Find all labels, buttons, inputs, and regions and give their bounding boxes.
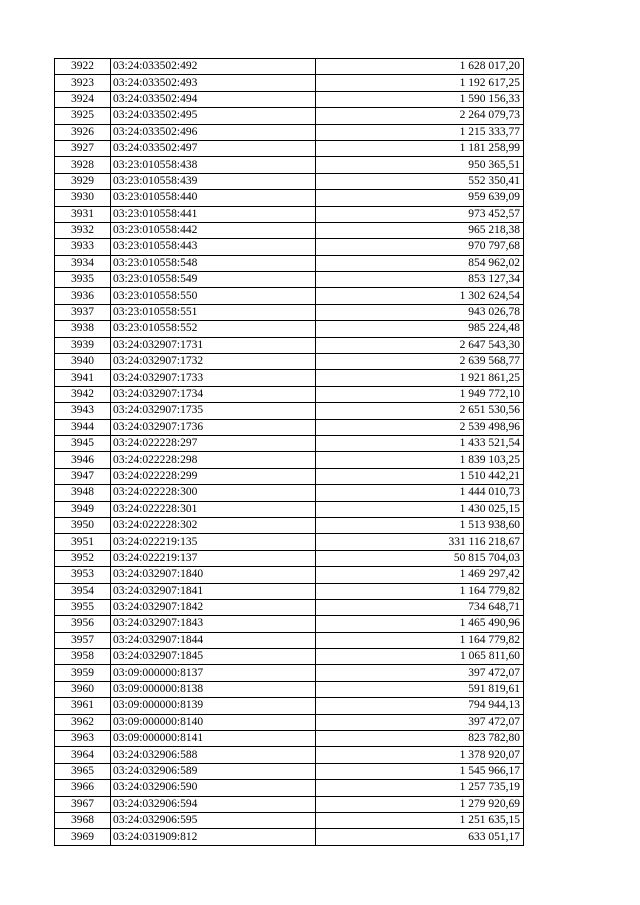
cadastral-value-cell: 794 944,13 [316,698,524,714]
cadastral-value-cell: 1 590 156,33 [316,91,524,107]
cadastral-number-cell: 03:24:032907:1844 [111,632,316,648]
cadastral-number-cell: 03:24:033502:492 [111,59,316,75]
cadastral-value-cell: 854 962,02 [316,255,524,271]
cadastral-value-cell: 1 164 779,82 [316,632,524,648]
cadastral-number-cell: 03:24:022228:298 [111,452,316,468]
cadastral-number-cell: 03:23:010558:552 [111,321,316,337]
cadastral-number-cell: 03:24:032907:1734 [111,386,316,402]
cadastral-number-cell: 03:23:010558:439 [111,173,316,189]
row-number-cell: 3949 [55,501,111,517]
row-number-cell: 3955 [55,599,111,615]
cadastral-value-cell: 1 545 966,17 [316,763,524,779]
cadastral-number-cell: 03:23:010558:443 [111,239,316,255]
cadastral-value-cell: 1 279 920,69 [316,796,524,812]
row-number-cell: 3932 [55,222,111,238]
row-number-cell: 3950 [55,517,111,533]
cadastral-number-cell: 03:24:032907:1732 [111,354,316,370]
cadastral-number-cell: 03:23:010558:549 [111,272,316,288]
table-row [55,517,524,533]
table-row [55,255,524,271]
row-number-cell: 3946 [55,452,111,468]
cadastral-value-cell: 1 378 920,07 [316,747,524,763]
table-row [55,337,524,353]
cadastral-number-cell: 03:24:022219:137 [111,550,316,566]
cadastral-number-cell: 03:24:033502:496 [111,124,316,140]
table-row [55,222,524,238]
cadastral-value-cell: 50 815 704,03 [316,550,524,566]
row-number-cell: 3963 [55,731,111,747]
cadastral-value-cell: 1 949 772,10 [316,386,524,402]
cadastral-number-cell: 03:23:010558:442 [111,222,316,238]
cadastral-value-cell: 1 628 017,20 [316,59,524,75]
cadastral-value-cell: 2 647 543,30 [316,337,524,353]
row-number-cell: 3938 [55,321,111,337]
row-number-cell: 3964 [55,747,111,763]
row-number-cell: 3930 [55,190,111,206]
cadastral-number-cell: 03:24:031909:812 [111,829,316,845]
cadastral-number-cell: 03:24:032907:1840 [111,567,316,583]
cadastral-value-cell: 1 164 779,82 [316,583,524,599]
cadastral-value-table [54,58,524,846]
cadastral-number-cell: 03:23:010558:548 [111,255,316,271]
cadastral-number-cell: 03:23:010558:550 [111,288,316,304]
cadastral-value-cell: 1 465 490,96 [316,616,524,632]
cadastral-value-cell: 1 444 010,73 [316,485,524,501]
row-number-cell: 3941 [55,370,111,386]
cadastral-number-cell: 03:24:032906:594 [111,796,316,812]
table-row [55,501,524,517]
cadastral-value-cell: 823 782,80 [316,731,524,747]
cadastral-value-cell: 1 065 811,60 [316,649,524,665]
cadastral-number-cell: 03:09:000000:8139 [111,698,316,714]
cadastral-value-cell: 1 839 103,25 [316,452,524,468]
cadastral-value-cell: 1 302 624,54 [316,288,524,304]
cadastral-number-cell: 03:23:010558:440 [111,190,316,206]
table-row [55,698,524,714]
row-number-cell: 3945 [55,435,111,451]
table-row [55,206,524,222]
table-row [55,829,524,845]
cadastral-value-cell: 1 430 025,15 [316,501,524,517]
cadastral-value-cell: 2 651 530,56 [316,403,524,419]
cadastral-value-cell: 1 181 258,99 [316,140,524,156]
row-number-cell: 3966 [55,780,111,796]
row-number-cell: 3962 [55,714,111,730]
row-number-cell: 3925 [55,108,111,124]
cadastral-number-cell: 03:09:000000:8140 [111,714,316,730]
cadastral-value-cell: 959 639,09 [316,190,524,206]
cadastral-value-cell: 943 026,78 [316,304,524,320]
row-number-cell: 3924 [55,91,111,107]
row-number-cell: 3947 [55,468,111,484]
table-row [55,485,524,501]
cadastral-number-cell: 03:24:022228:301 [111,501,316,517]
table-row [55,812,524,828]
cadastral-number-cell: 03:24:032906:588 [111,747,316,763]
row-number-cell: 3926 [55,124,111,140]
table-row [55,550,524,566]
cadastral-value-cell: 965 218,38 [316,222,524,238]
cadastral-value-cell: 331 116 218,67 [316,534,524,550]
cadastral-number-cell: 03:23:010558:438 [111,157,316,173]
table-row [55,747,524,763]
row-number-cell: 3951 [55,534,111,550]
cadastral-value-cell: 1 215 333,77 [316,124,524,140]
row-number-cell: 3922 [55,59,111,75]
cadastral-number-cell: 03:09:000000:8138 [111,681,316,697]
table-row [55,124,524,140]
cadastral-value-cell: 973 452,57 [316,206,524,222]
row-number-cell: 3942 [55,386,111,402]
row-number-cell: 3936 [55,288,111,304]
row-number-cell: 3958 [55,649,111,665]
table-row [55,321,524,337]
row-number-cell: 3939 [55,337,111,353]
table-row [55,386,524,402]
row-number-cell: 3937 [55,304,111,320]
table-row [55,403,524,419]
cadastral-value-cell: 1 921 861,25 [316,370,524,386]
cadastral-number-cell: 03:24:032907:1843 [111,616,316,632]
cadastral-value-cell: 2 639 568,77 [316,354,524,370]
table-row [55,108,524,124]
row-number-cell: 3969 [55,829,111,845]
cadastral-number-cell: 03:24:022219:135 [111,534,316,550]
cadastral-number-cell: 03:09:000000:8141 [111,731,316,747]
table-row [55,534,524,550]
row-number-cell: 3934 [55,255,111,271]
cadastral-number-cell: 03:24:022228:300 [111,485,316,501]
cadastral-value-cell: 734 648,71 [316,599,524,615]
cadastral-number-cell: 03:23:010558:441 [111,206,316,222]
table-row [55,288,524,304]
cadastral-number-cell: 03:24:033502:493 [111,75,316,91]
table-row [55,632,524,648]
cadastral-number-cell: 03:24:032907:1842 [111,599,316,615]
cadastral-value-cell: 591 819,61 [316,681,524,697]
table-row [55,665,524,681]
cadastral-value-cell: 1 510 442,21 [316,468,524,484]
cadastral-number-cell: 03:24:032907:1735 [111,403,316,419]
cadastral-number-cell: 03:24:033502:494 [111,91,316,107]
row-number-cell: 3940 [55,354,111,370]
table-row [55,468,524,484]
table-row [55,714,524,730]
row-number-cell: 3935 [55,272,111,288]
cadastral-value-cell: 1 433 521,54 [316,435,524,451]
cadastral-number-cell: 03:24:032907:1733 [111,370,316,386]
cadastral-value-cell: 1 469 297,42 [316,567,524,583]
row-number-cell: 3952 [55,550,111,566]
table-body [55,59,524,846]
cadastral-value-cell: 950 365,51 [316,157,524,173]
table-row [55,272,524,288]
table-row [55,616,524,632]
row-number-cell: 3933 [55,239,111,255]
row-number-cell: 3929 [55,173,111,189]
table-row [55,567,524,583]
row-number-cell: 3931 [55,206,111,222]
table-row [55,435,524,451]
cadastral-number-cell: 03:24:033502:495 [111,108,316,124]
row-number-cell: 3944 [55,419,111,435]
table-row [55,796,524,812]
cadastral-value-cell: 1 513 938,60 [316,517,524,533]
cadastral-value-cell: 985 224,48 [316,321,524,337]
table-row [55,763,524,779]
table-row [55,599,524,615]
cadastral-value-cell: 1 257 735,19 [316,780,524,796]
cadastral-value-cell: 2 264 079,73 [316,108,524,124]
table-row [55,354,524,370]
cadastral-number-cell: 03:24:022228:297 [111,435,316,451]
table-row [55,452,524,468]
cadastral-value-cell: 853 127,34 [316,272,524,288]
row-number-cell: 3953 [55,567,111,583]
cadastral-value-cell: 1 251 635,15 [316,812,524,828]
row-number-cell: 3967 [55,796,111,812]
table-row [55,419,524,435]
cadastral-number-cell: 03:24:032907:1845 [111,649,316,665]
cadastral-number-cell: 03:09:000000:8137 [111,665,316,681]
cadastral-number-cell: 03:24:022228:302 [111,517,316,533]
cadastral-number-cell: 03:24:032906:595 [111,812,316,828]
table-row [55,583,524,599]
table-row [55,649,524,665]
row-number-cell: 3965 [55,763,111,779]
row-number-cell: 3954 [55,583,111,599]
cadastral-number-cell: 03:23:010558:551 [111,304,316,320]
table-row [55,91,524,107]
table-row [55,173,524,189]
table-row [55,731,524,747]
cadastral-value-cell: 397 472,07 [316,714,524,730]
cadastral-number-cell: 03:24:033502:497 [111,140,316,156]
row-number-cell: 3948 [55,485,111,501]
row-number-cell: 3943 [55,403,111,419]
table-row [55,370,524,386]
table-row [55,239,524,255]
table-row [55,304,524,320]
row-number-cell: 3959 [55,665,111,681]
cadastral-number-cell: 03:24:032907:1731 [111,337,316,353]
cadastral-number-cell: 03:24:032906:590 [111,780,316,796]
table-row [55,780,524,796]
row-number-cell: 3928 [55,157,111,173]
row-number-cell: 3957 [55,632,111,648]
cadastral-number-cell: 03:24:032907:1841 [111,583,316,599]
cadastral-number-cell: 03:24:032906:589 [111,763,316,779]
table-row [55,140,524,156]
row-number-cell: 3968 [55,812,111,828]
table-row [55,190,524,206]
cadastral-value-cell: 970 797,68 [316,239,524,255]
row-number-cell: 3923 [55,75,111,91]
cadastral-value-cell: 1 192 617,25 [316,75,524,91]
cadastral-number-cell: 03:24:022228:299 [111,468,316,484]
cadastral-value-cell: 397 472,07 [316,665,524,681]
cadastral-value-cell: 552 350,41 [316,173,524,189]
table-row [55,157,524,173]
table-row [55,75,524,91]
cadastral-number-cell: 03:24:032907:1736 [111,419,316,435]
table-row [55,681,524,697]
cadastral-value-cell: 633 051,17 [316,829,524,845]
row-number-cell: 3961 [55,698,111,714]
cadastral-value-cell: 2 539 498,96 [316,419,524,435]
table-row [55,59,524,75]
row-number-cell: 3960 [55,681,111,697]
row-number-cell: 3956 [55,616,111,632]
row-number-cell: 3927 [55,140,111,156]
